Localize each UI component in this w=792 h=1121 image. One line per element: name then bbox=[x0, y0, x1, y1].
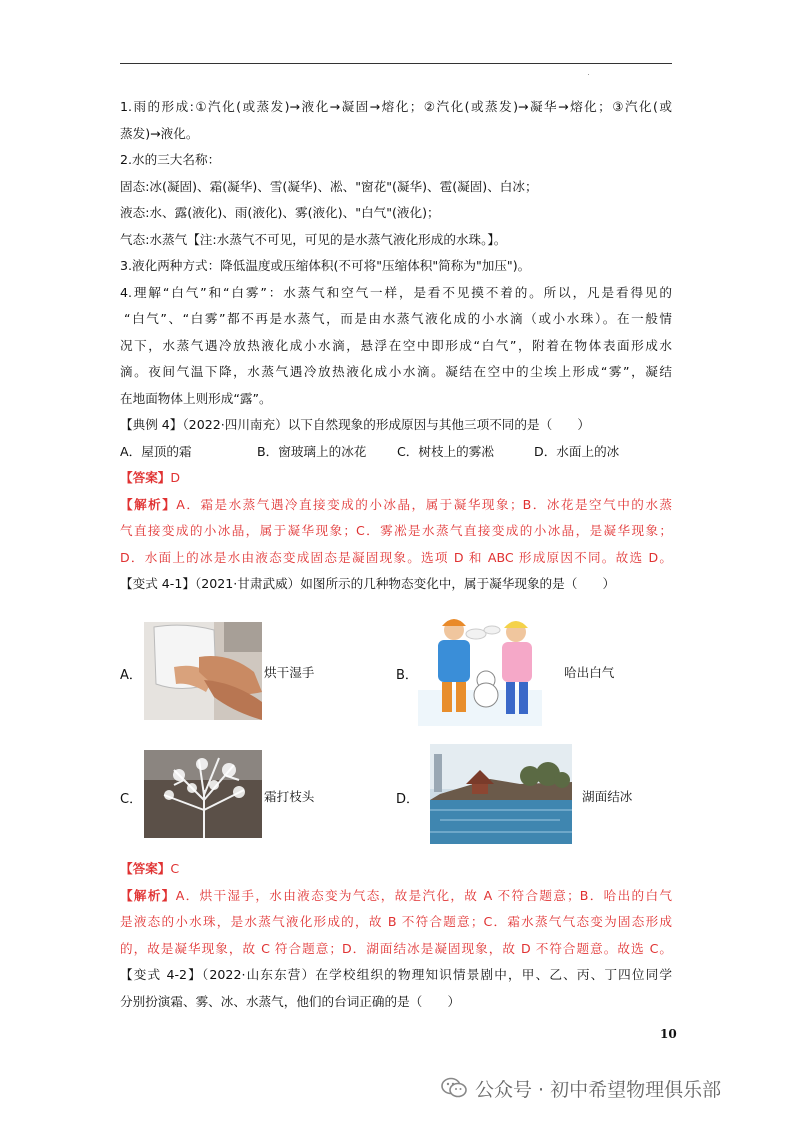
option-a-label: A． bbox=[120, 668, 142, 683]
wechat-icon bbox=[441, 1077, 467, 1099]
analysis-tag: 【解析】 bbox=[120, 496, 177, 512]
page-number: 10 bbox=[660, 1027, 677, 1041]
analysis-tag: 【解析】 bbox=[120, 887, 176, 903]
frost-branches-image bbox=[144, 750, 262, 838]
frozen-lake-image bbox=[430, 744, 572, 844]
analysis-text: A．霜是水蒸气遇冷直接变成的小冰晶，属于凝华现象；B．冰花是空气中的水蒸 bbox=[176, 496, 672, 512]
hand-dryer-image bbox=[144, 622, 262, 720]
example-4-analysis bbox=[120, 492, 672, 519]
example-4-answer bbox=[120, 465, 672, 492]
option-c: C．树枝上的雾凇 bbox=[397, 443, 494, 459]
image-row-cd bbox=[120, 748, 680, 848]
text-line: 气态:水蒸气【注:水蒸气不可见，可见的是水蒸气液化形成的水珠。】。 bbox=[120, 231, 507, 247]
option-d-label: D． bbox=[396, 792, 420, 807]
image-row-ab bbox=[120, 620, 680, 720]
text-line: 滴。夜间气温下降，水蒸气遇冷放热液化成小水滴。凝结在空中的尘埃上形成“雾”，凝结 bbox=[120, 364, 672, 379]
text-line: 况下，水蒸气遇冷放热液化成小水滴，悬浮在空中即形成“白气”，附着在物体表面形成水 bbox=[120, 337, 672, 353]
variant-4-1-analysis bbox=[120, 883, 672, 910]
answer-value: C bbox=[170, 861, 180, 876]
option-d-caption: 湖面结冰 bbox=[582, 789, 633, 804]
variant-4-1-question: 【变式 4-1】（2021·甘肃武威）如图所示的几种物态变化中，属于凝华现象的是（ ） bbox=[120, 576, 616, 591]
example-4-question: 【典例 4】（2022·四川南充）以下自然现象的形成原因与其他三项不同的是（ ） bbox=[120, 417, 590, 432]
option-c-label: C． bbox=[120, 792, 143, 807]
option-c-caption: 霜打枝头 bbox=[264, 789, 315, 804]
text-line: 4.理解“白气”和“白雾”：水蒸气和空气一样，是看不见摸不着的。所以，凡是看得见的 bbox=[120, 284, 672, 300]
text-line: 在地面物体上则形成“露”。 bbox=[120, 390, 272, 406]
analysis-line: 是液态的小水珠，是水蒸气液化形成的，故 B 不符合题意；C．霜水蒸气气态变为固态形成 bbox=[120, 914, 672, 929]
option-a-caption: 烘干湿手 bbox=[264, 665, 315, 680]
variant-4-2-question: 【变式 4-2】（2022·山东东营）在学校组织的物理知识情景剧中，甲、乙、丙、丁四位同学 bbox=[120, 967, 672, 982]
analysis-line: 气直接变成的小冰晶，属于凝华现象；C．雾凇是水蒸气直接变成的小冰晶，是凝华现象； bbox=[120, 523, 672, 538]
header-mark bbox=[588, 74, 589, 75]
answer-value: D bbox=[170, 470, 181, 485]
analysis-line: 的，故是凝华现象，故 C 符合题意；D．湖面结冰是凝固现象，故 D 不符合题意。故选 C。 bbox=[120, 940, 672, 956]
variant-4-1-answer bbox=[120, 856, 672, 883]
text-line: 3.液化两种方式：降低温度或压缩体积(不可将"压缩体积"简称为"加压")。 bbox=[120, 258, 531, 273]
option-b-caption: 哈出白气 bbox=[564, 665, 615, 680]
text-line: 2.水的三大名称： bbox=[120, 152, 221, 167]
analysis-text: A．烘干湿手，水由液态变为气态，故是汽化，故 A 不符合题意；B．哈出的白气 bbox=[175, 887, 672, 903]
text-line: 蒸发)→液化。 bbox=[120, 125, 199, 141]
header-rule bbox=[120, 63, 672, 64]
answer-tag: 【答案】 bbox=[120, 470, 171, 485]
variant-section bbox=[120, 856, 672, 1015]
option-d: D．水面上的冰 bbox=[534, 443, 620, 459]
children-breath-image bbox=[418, 612, 542, 726]
document-body bbox=[120, 94, 672, 598]
text-line: 固态:冰(凝固)、霜(凝华)、雪(凝华)、凇、"窗花"(凝华)、雹(凝固)、白冰； bbox=[120, 178, 538, 194]
option-a: A．屋顶的霜 bbox=[120, 443, 192, 459]
text-line: 1.雨的形成:①汽化(或蒸发)→液化→凝固→熔化；②汽化(或蒸发)→凝华→熔化；③汽化(或 bbox=[120, 99, 672, 114]
option-b-label: B． bbox=[396, 668, 418, 683]
text-line: 液态:水、露(液化)、雨(液化)、雾(液化)、"白气"(液化)； bbox=[120, 205, 440, 220]
option-b: B．窗玻璃上的冰花 bbox=[257, 443, 367, 459]
watermark-text: 公众号 · 初中希望物理俱乐部 bbox=[475, 1078, 722, 1101]
answer-tag: 【答案】 bbox=[120, 861, 171, 876]
text-line: “白气”、“白雾”都不再是水蒸气，而是由水蒸气液化成的小水滴（或小水珠）。在一般情 bbox=[124, 311, 672, 326]
variant-4-2-question-cont: 分别扮演霜、雾、冰、水蒸气，他们的台词正确的是（ ） bbox=[120, 993, 461, 1009]
analysis-line: D．水面上的冰是水由液态变成固态是凝固现象。选项 D 和 ABC 形成原因不同。故选 D。 bbox=[120, 549, 672, 565]
watermark bbox=[441, 1070, 721, 1106]
example-4-options bbox=[120, 439, 672, 466]
